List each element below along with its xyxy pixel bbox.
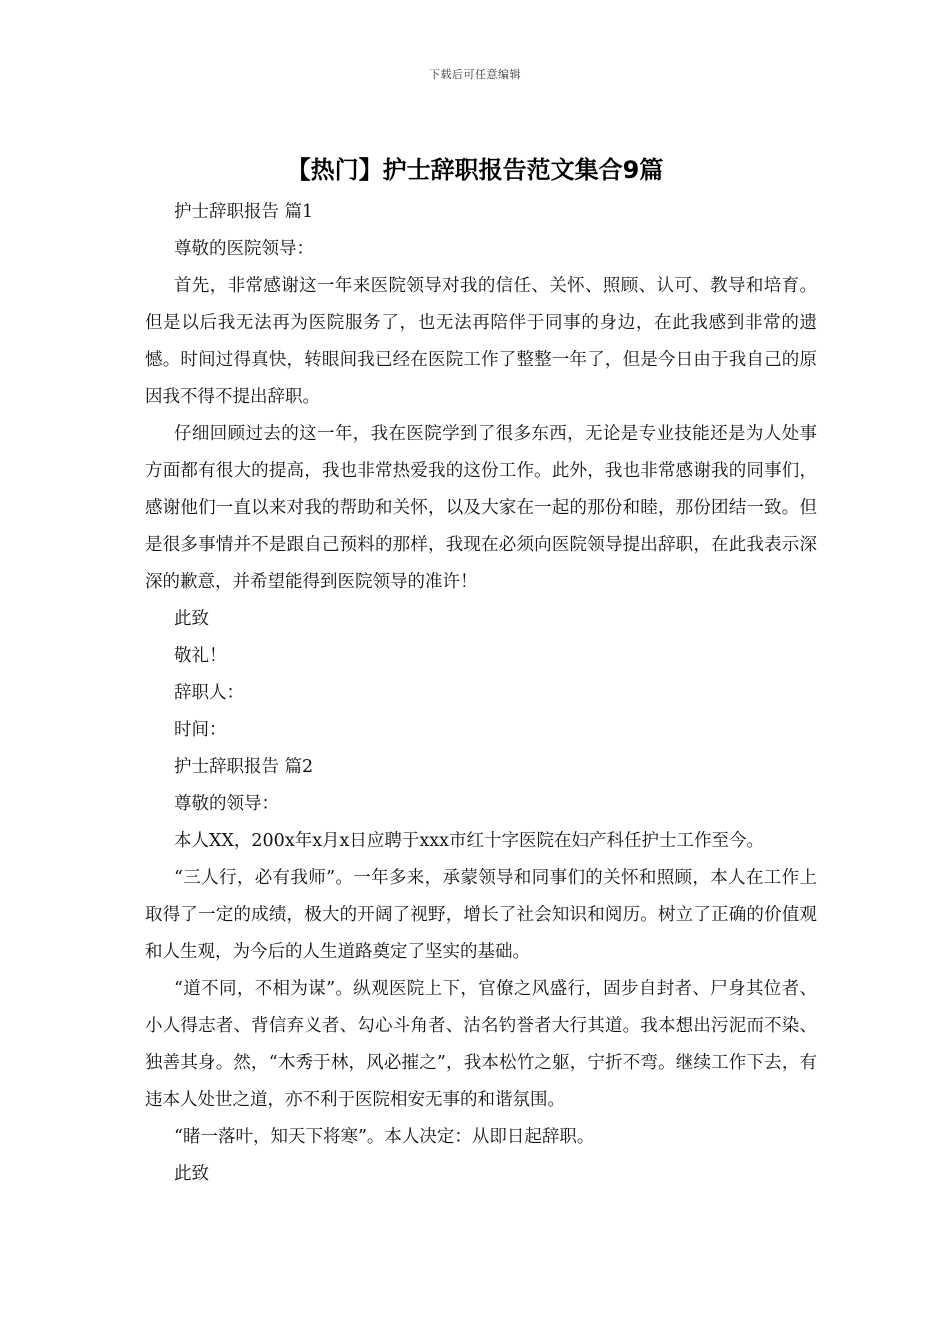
closing-line: 此致 (174, 609, 209, 629)
document-title: 【热门】护士辞职报告范文集合9篇 (286, 156, 664, 184)
closing-line: 敬礼！ (174, 646, 227, 666)
signature-line: 辞职人： (174, 683, 244, 703)
paragraph: 首先，非常感谢这一年来医院领导对我的信任、关怀、照顾、认可、教导和培育。但是以后我无法再为医院服务了，也无法再陪伴于同事的身边，在此我感到非常的遗憾。时间过得真快，转眼间我已经在医院工作了整整一年了，但是今日由于我自己的原因我不得不提出辞职。 (145, 276, 817, 407)
section-heading-2: 护士辞职报告 篇2 (174, 757, 314, 777)
paragraph: 本人XX，200x年x月x日应聘于xxx市红十字医院在妇产科任护士工作至今。 (174, 831, 765, 851)
paragraph: “三人行，必有我师”。一年多来，承蒙领导和同事们的关怀和照顾，本人在工作上取得了一定的成绩，极大的开阔了视野，增长了社会知识和阅历。树立了正确的价值观和人生观，为今后的人生道路奠定了坚实的基础。 (145, 868, 817, 962)
section-heading-1: 护士辞职报告 篇1 (174, 202, 314, 222)
salutation: 尊敬的医院领导： (174, 239, 314, 259)
paragraph: “睹一落叶，知天下将寒”。本人决定：从即日起辞职。 (174, 1127, 595, 1147)
closing-line: 此致 (174, 1164, 209, 1184)
salutation: 尊敬的领导： (174, 794, 279, 814)
header-note: 下载后可任意编辑 (429, 68, 521, 81)
date-line: 时间： (174, 720, 227, 740)
document-body (145, 194, 817, 1193)
paragraph: 仔细回顾过去的这一年，我在医院学到了很多东西，无论是专业技能还是为人处事方面都有很大的提高，我也非常热爱我的这份工作。此外，我也非常感谢我的同事们，感谢他们一直以来对我的帮助和关怀，以及大家在一起的那份和睦，那份团结一致。但是很多事情并不是跟自己预料的那样，我现在必须向医院领导提出辞职，在此我表示深深的歉意，并希望能得到医院领导的准许！ (145, 424, 817, 592)
paragraph: “道不同，不相为谋”。纵观医院上下，官僚之风盛行，固步自封者、尸身其位者、小人得志者、背信弃义者、勾心斗角者、沽名钓誉者大行其道。我本想出污泥而不染、独善其身。然，“木秀于林，风必摧之”，我本松竹之躯，宁折不弯。继续工作下去，有违本人处世之道，亦不利于医院相安无事的和谐氛围。 (145, 979, 817, 1110)
